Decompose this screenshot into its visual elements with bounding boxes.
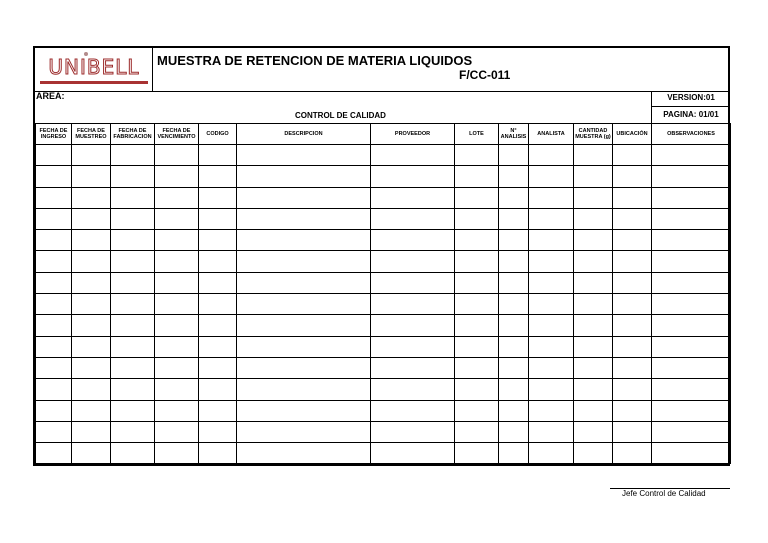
table-cell[interactable] xyxy=(111,272,155,293)
table-cell[interactable] xyxy=(455,251,499,272)
table-cell[interactable] xyxy=(613,400,652,421)
page-label: PAGINA: 01/01 xyxy=(663,110,719,119)
table-cell[interactable] xyxy=(36,208,72,229)
table-row xyxy=(36,315,731,336)
table-cell[interactable] xyxy=(72,421,111,442)
table-cell[interactable] xyxy=(36,315,72,336)
table-cell[interactable] xyxy=(499,400,529,421)
table-cell[interactable] xyxy=(36,443,72,464)
column-header: CANTIDAD MUESTRA (g) xyxy=(574,124,613,145)
table-cell[interactable] xyxy=(613,272,652,293)
table-cell[interactable] xyxy=(455,294,499,315)
table-cell[interactable] xyxy=(72,208,111,229)
table-cell[interactable] xyxy=(574,443,613,464)
table-cell[interactable] xyxy=(529,230,574,251)
table-cell[interactable] xyxy=(371,315,455,336)
table-cell[interactable] xyxy=(371,251,455,272)
table-cell[interactable] xyxy=(613,230,652,251)
table-cell[interactable] xyxy=(652,336,731,357)
table-cell[interactable] xyxy=(199,379,237,400)
table-cell[interactable] xyxy=(199,421,237,442)
version-box xyxy=(651,91,730,125)
table-cell[interactable] xyxy=(237,145,371,166)
table-cell[interactable] xyxy=(111,379,155,400)
table-cell[interactable] xyxy=(455,443,499,464)
table-cell[interactable] xyxy=(237,336,371,357)
table-cell[interactable] xyxy=(111,208,155,229)
table-cell[interactable] xyxy=(652,166,731,187)
table-cell[interactable] xyxy=(371,230,455,251)
table-cell[interactable] xyxy=(529,443,574,464)
table-cell[interactable] xyxy=(613,166,652,187)
table-cell[interactable] xyxy=(371,336,455,357)
table-cell[interactable] xyxy=(199,230,237,251)
table-cell[interactable] xyxy=(652,400,731,421)
table-row xyxy=(36,421,731,442)
table-cell[interactable] xyxy=(574,357,613,378)
table-cell[interactable] xyxy=(237,251,371,272)
column-header: ANALISTA xyxy=(529,124,574,145)
column-header: CODIGO xyxy=(199,124,237,145)
table-cell[interactable] xyxy=(155,379,199,400)
table-cell[interactable] xyxy=(111,357,155,378)
table-cell[interactable] xyxy=(652,208,731,229)
table-cell[interactable] xyxy=(652,421,731,442)
table-cell[interactable] xyxy=(455,145,499,166)
table-cell[interactable] xyxy=(237,379,371,400)
table-cell[interactable] xyxy=(371,208,455,229)
table-cell[interactable] xyxy=(371,400,455,421)
table-cell[interactable] xyxy=(72,315,111,336)
table-row xyxy=(36,272,731,293)
table-cell[interactable] xyxy=(574,145,613,166)
table-cell[interactable] xyxy=(155,400,199,421)
table-cell[interactable] xyxy=(36,421,72,442)
form-code: F/CC-011 xyxy=(459,68,511,82)
table-cell[interactable] xyxy=(199,315,237,336)
table-cell[interactable] xyxy=(199,336,237,357)
table-cell[interactable] xyxy=(155,187,199,208)
table-cell[interactable] xyxy=(499,166,529,187)
table-cell[interactable] xyxy=(652,294,731,315)
table-cell[interactable] xyxy=(199,251,237,272)
table-cell[interactable] xyxy=(72,336,111,357)
table-cell[interactable] xyxy=(652,443,731,464)
logo-box xyxy=(35,48,153,91)
table-cell[interactable] xyxy=(613,208,652,229)
table-cell[interactable] xyxy=(371,379,455,400)
table-cell[interactable] xyxy=(155,272,199,293)
table-cell[interactable] xyxy=(155,443,199,464)
table-cell[interactable] xyxy=(36,379,72,400)
table-cell[interactable] xyxy=(499,315,529,336)
table-cell[interactable] xyxy=(613,187,652,208)
table-cell[interactable] xyxy=(199,187,237,208)
table-cell[interactable] xyxy=(155,315,199,336)
table-cell[interactable] xyxy=(613,336,652,357)
table-cell[interactable] xyxy=(371,294,455,315)
table-cell[interactable] xyxy=(499,443,529,464)
table-cell[interactable] xyxy=(574,166,613,187)
column-header: PROVEEDOR xyxy=(371,124,455,145)
table-cell[interactable] xyxy=(529,357,574,378)
table-cell[interactable] xyxy=(237,294,371,315)
table-cell[interactable] xyxy=(72,272,111,293)
table-cell[interactable] xyxy=(574,251,613,272)
table-cell[interactable] xyxy=(155,145,199,166)
table-cell[interactable] xyxy=(371,421,455,442)
unibell-logo xyxy=(40,54,148,84)
table-cell[interactable] xyxy=(529,208,574,229)
table-cell[interactable] xyxy=(529,315,574,336)
table-cell[interactable] xyxy=(613,251,652,272)
table-cell[interactable] xyxy=(237,187,371,208)
table-cell[interactable] xyxy=(371,145,455,166)
table-row xyxy=(36,379,731,400)
table-cell[interactable] xyxy=(529,400,574,421)
column-header: N° ANALISIS xyxy=(499,124,529,145)
table-cell[interactable] xyxy=(652,145,731,166)
logo-text xyxy=(40,54,148,80)
table-cell[interactable] xyxy=(155,357,199,378)
table-cell[interactable] xyxy=(499,357,529,378)
table-cell[interactable] xyxy=(72,443,111,464)
column-header: FECHA DE MUESTREO xyxy=(72,124,111,145)
table-cell[interactable] xyxy=(155,230,199,251)
table-cell[interactable] xyxy=(455,357,499,378)
table-cell[interactable] xyxy=(529,294,574,315)
table-cell[interactable] xyxy=(574,272,613,293)
table-cell[interactable] xyxy=(455,336,499,357)
table-cell[interactable] xyxy=(111,187,155,208)
table-cell[interactable] xyxy=(499,251,529,272)
logo-underline xyxy=(40,81,148,84)
table-cell[interactable] xyxy=(155,294,199,315)
table-cell[interactable] xyxy=(455,187,499,208)
column-header: FECHA DE VENCIMIENTO xyxy=(155,124,199,145)
table-cell[interactable] xyxy=(499,336,529,357)
table-cell[interactable] xyxy=(36,251,72,272)
table-cell[interactable] xyxy=(72,357,111,378)
table-cell[interactable] xyxy=(529,251,574,272)
table-cell[interactable] xyxy=(36,336,72,357)
table-cell[interactable] xyxy=(455,315,499,336)
table-cell[interactable] xyxy=(529,166,574,187)
table-cell[interactable] xyxy=(111,315,155,336)
table-cell[interactable] xyxy=(237,230,371,251)
table-cell[interactable] xyxy=(499,208,529,229)
table-cell[interactable] xyxy=(199,443,237,464)
table-cell[interactable] xyxy=(574,379,613,400)
table-cell[interactable] xyxy=(155,251,199,272)
table-cell[interactable] xyxy=(199,145,237,166)
table-cell[interactable] xyxy=(199,208,237,229)
table-cell[interactable] xyxy=(613,145,652,166)
table-cell[interactable] xyxy=(36,400,72,421)
table-cell[interactable] xyxy=(499,230,529,251)
table-cell[interactable] xyxy=(499,145,529,166)
table-cell[interactable] xyxy=(111,294,155,315)
table-cell[interactable] xyxy=(499,272,529,293)
table-cell[interactable] xyxy=(36,166,72,187)
version-divider xyxy=(652,106,730,107)
table-cell[interactable] xyxy=(155,336,199,357)
table-cell[interactable] xyxy=(652,357,731,378)
table-cell[interactable] xyxy=(237,208,371,229)
table-cell[interactable] xyxy=(111,336,155,357)
table-row xyxy=(36,294,731,315)
table-cell[interactable] xyxy=(36,272,72,293)
table-cell[interactable] xyxy=(72,379,111,400)
table-cell[interactable] xyxy=(529,379,574,400)
table-cell[interactable] xyxy=(72,230,111,251)
table-cell[interactable] xyxy=(574,230,613,251)
table-cell[interactable] xyxy=(613,315,652,336)
table-cell[interactable] xyxy=(371,166,455,187)
table-cell[interactable] xyxy=(613,379,652,400)
table-cell[interactable] xyxy=(574,400,613,421)
table-cell[interactable] xyxy=(199,294,237,315)
table-cell[interactable] xyxy=(72,294,111,315)
table-cell[interactable] xyxy=(499,421,529,442)
table-row xyxy=(36,230,731,251)
table-cell[interactable] xyxy=(72,251,111,272)
table-cell[interactable] xyxy=(455,379,499,400)
table-cell[interactable] xyxy=(529,272,574,293)
table-cell[interactable] xyxy=(371,357,455,378)
table-cell[interactable] xyxy=(237,315,371,336)
table-cell[interactable] xyxy=(111,166,155,187)
table-cell[interactable] xyxy=(155,208,199,229)
signature-label: Jefe Control de Calidad xyxy=(622,489,706,498)
table-cell[interactable] xyxy=(499,294,529,315)
table-cell[interactable] xyxy=(371,443,455,464)
table-cell[interactable] xyxy=(111,443,155,464)
table-cell[interactable] xyxy=(652,251,731,272)
table-cell[interactable] xyxy=(652,272,731,293)
table-row xyxy=(36,145,731,166)
table-cell[interactable] xyxy=(529,145,574,166)
form-title: MUESTRA DE RETENCION DE MATERIA LIQUIDOS xyxy=(157,53,473,68)
table-cell[interactable] xyxy=(111,400,155,421)
column-header: FECHA DE FABRICACION xyxy=(111,124,155,145)
table-row xyxy=(36,357,731,378)
table-cell[interactable] xyxy=(455,400,499,421)
table-cell[interactable] xyxy=(199,166,237,187)
column-header: FECHA DE INGRESO xyxy=(36,124,72,145)
table-cell[interactable] xyxy=(455,166,499,187)
table-cell[interactable] xyxy=(155,166,199,187)
table-cell[interactable] xyxy=(574,294,613,315)
column-header: DESCRIPCION xyxy=(237,124,371,145)
table-cell[interactable] xyxy=(529,336,574,357)
table-cell[interactable] xyxy=(499,187,529,208)
table-cell[interactable] xyxy=(72,166,111,187)
table-cell[interactable] xyxy=(613,294,652,315)
column-header: UBICACIÓN xyxy=(613,124,652,145)
table-cell[interactable] xyxy=(155,421,199,442)
table-cell[interactable] xyxy=(72,187,111,208)
table-cell[interactable] xyxy=(237,421,371,442)
table-cell[interactable] xyxy=(199,357,237,378)
table-header-row xyxy=(36,124,731,145)
table-row xyxy=(36,443,731,464)
department-label: CONTROL DE CALIDAD xyxy=(295,111,386,120)
table-cell[interactable] xyxy=(529,421,574,442)
table-body xyxy=(36,145,731,464)
table-cell[interactable] xyxy=(199,272,237,293)
version-label: VERSION:01 xyxy=(667,93,715,102)
table-cell[interactable] xyxy=(529,187,574,208)
table-cell[interactable] xyxy=(574,336,613,357)
table-cell[interactable] xyxy=(574,208,613,229)
table-cell[interactable] xyxy=(613,421,652,442)
table-cell[interactable] xyxy=(455,230,499,251)
table-cell[interactable] xyxy=(237,357,371,378)
retention-form xyxy=(33,46,730,466)
column-header: LOTE xyxy=(455,124,499,145)
table-cell[interactable] xyxy=(36,294,72,315)
table-cell[interactable] xyxy=(652,379,731,400)
table-cell[interactable] xyxy=(36,187,72,208)
table-cell[interactable] xyxy=(111,230,155,251)
table-cell[interactable] xyxy=(574,315,613,336)
column-header: OBSERVACIONES xyxy=(652,124,731,145)
table-cell[interactable] xyxy=(499,379,529,400)
table-cell[interactable] xyxy=(111,251,155,272)
logo-wordmark: UNIBELL xyxy=(48,55,140,79)
table-cell[interactable] xyxy=(111,145,155,166)
table-cell[interactable] xyxy=(237,166,371,187)
table-cell[interactable] xyxy=(652,187,731,208)
table-cell[interactable] xyxy=(199,400,237,421)
table-cell[interactable] xyxy=(72,400,111,421)
table-cell[interactable] xyxy=(455,421,499,442)
table-row xyxy=(36,400,731,421)
table-cell[interactable] xyxy=(237,443,371,464)
table-cell[interactable] xyxy=(36,357,72,378)
table-cell[interactable] xyxy=(36,230,72,251)
table-cell[interactable] xyxy=(111,421,155,442)
retention-table xyxy=(35,123,731,464)
table-row xyxy=(36,187,731,208)
table-cell[interactable] xyxy=(574,421,613,442)
table-cell[interactable] xyxy=(455,272,499,293)
table-cell[interactable] xyxy=(652,230,731,251)
header-divider xyxy=(35,91,728,92)
table-cell[interactable] xyxy=(652,315,731,336)
table-row xyxy=(36,251,731,272)
table-cell[interactable] xyxy=(237,400,371,421)
table-cell[interactable] xyxy=(613,443,652,464)
table-cell[interactable] xyxy=(574,187,613,208)
table-cell[interactable] xyxy=(613,357,652,378)
table-cell[interactable] xyxy=(36,145,72,166)
table-row xyxy=(36,208,731,229)
table-cell[interactable] xyxy=(371,187,455,208)
table-cell[interactable] xyxy=(72,145,111,166)
table-cell[interactable] xyxy=(237,272,371,293)
table-row xyxy=(36,166,731,187)
table-cell[interactable] xyxy=(371,272,455,293)
table-cell[interactable] xyxy=(455,208,499,229)
table-row xyxy=(36,336,731,357)
area-label: AREA: xyxy=(36,91,65,101)
